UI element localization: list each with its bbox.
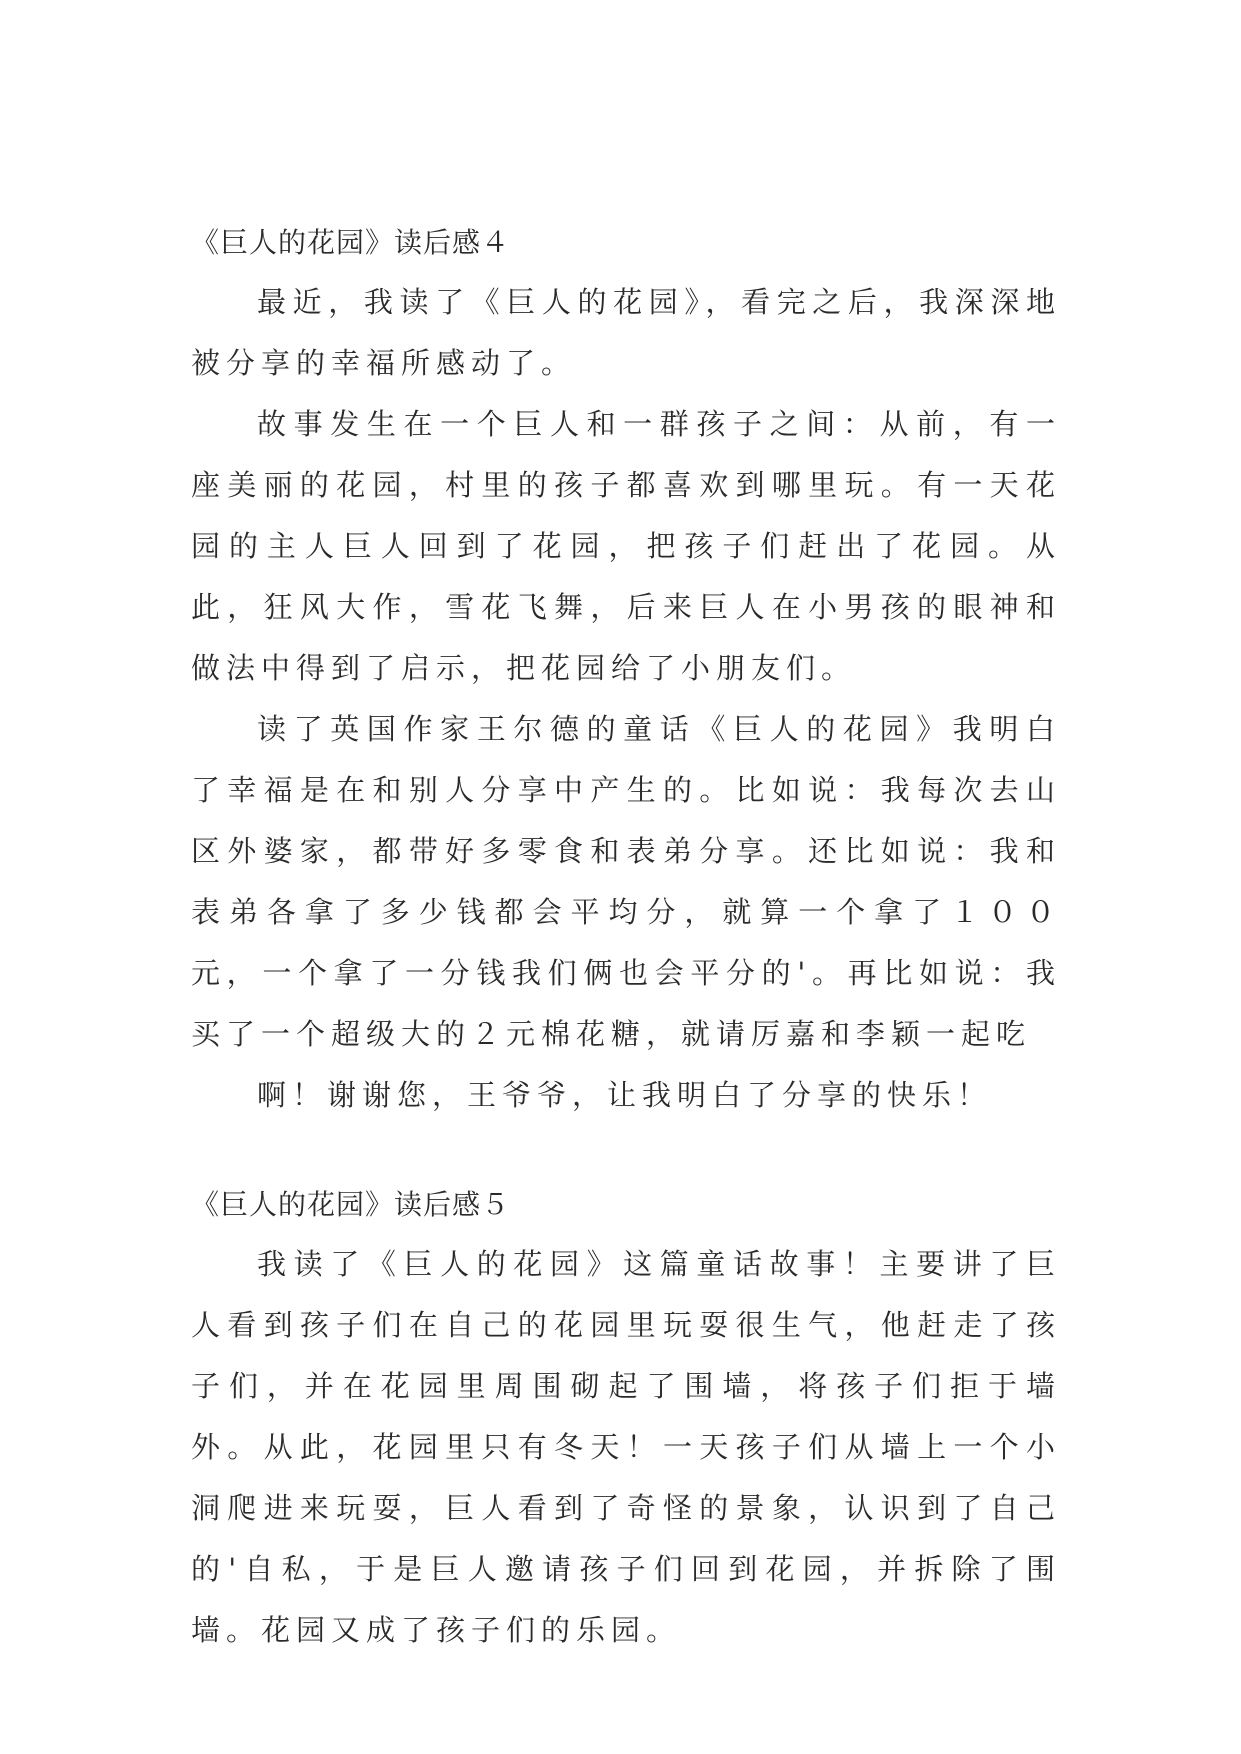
paragraph: 读了英国作家王尔德的童话《巨人的花园》我明白了幸福是在和别人分享中产生的。比如说：我每次去山区外婆家，都带好多零食和表弟分享。还比如说：我和表弟各拿了多少钱都会平均分，就算一个拿了１００元，一个拿了一分钱我们俩也会平分的'。再比如说：我买了一个超级大的２元棉花糖，就请厉嘉和李颖一起吃 [191, 712, 1061, 1051]
paragraph: 我读了《巨人的花园》这篇童话故事！主要讲了巨人看到孩子们在自己的花园里玩耍很生气，他赶走了孩子们，并在花园里周围砌起了围墙，将孩子们拒于墙外。从此，花园里只有冬天！一天孩子们从墙上一个小洞爬进来玩耍，巨人看到了奇怪的景象，认识到了自己的'自私，于是巨人邀请孩子们回到花园，并拆除了围墙。花园又成了孩子们的乐园。 [191, 1247, 1061, 1647]
section-title: 《巨人的花园》读后感４ [191, 226, 511, 259]
paragraph: 最近，我读了《巨人的花园》，看完之后，我深深地被分享的幸福所感动了。 [191, 285, 1061, 380]
paragraph: 故事发生在一个巨人和一群孩子之间：从前，有一座美丽的花园，村里的孩子都喜欢到哪里玩。有一天花园的主人巨人回到了花园，把孩子们赶出了花园。从此，狂风大作，雪花飞舞，后来巨人在小男孩的眼神和做法中得到了启示，把花园给了小朋友们。 [191, 407, 1061, 685]
document-body [191, 214, 1061, 1661]
section-title: 《巨人的花园》读后感５ [191, 1188, 511, 1221]
essay-section-5 [191, 1176, 1061, 1661]
paragraph: 啊！谢谢您，王爷爷，让我明白了分享的快乐！ [257, 1078, 993, 1112]
essay-section-4 [191, 214, 1061, 1126]
